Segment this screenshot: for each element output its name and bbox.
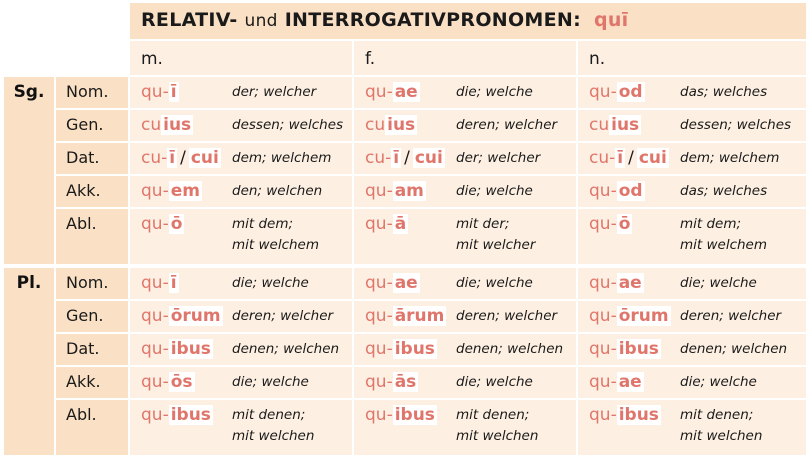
translation-line: deren; welcher (456, 117, 558, 133)
translation-line: die; welche (456, 84, 533, 100)
form-cell (130, 77, 352, 108)
form-cell (130, 334, 352, 365)
ending: ae (394, 273, 418, 293)
ending: ī (393, 148, 400, 168)
stem: cu (141, 115, 162, 135)
translation (232, 115, 343, 136)
latin-form (141, 403, 213, 427)
translation (232, 405, 314, 447)
translation-line: mit dem; (232, 216, 294, 232)
ending: ibus (618, 339, 659, 359)
stem: qu- (365, 339, 393, 359)
translation-line: dessen; welches (232, 117, 344, 133)
ending: od (618, 181, 643, 201)
latin-form (365, 271, 420, 295)
stem: cu- (141, 148, 168, 168)
translation (232, 181, 322, 202)
stem: qu- (141, 214, 169, 234)
latin-form (589, 304, 671, 328)
translation (232, 214, 319, 256)
latin-form (589, 271, 644, 295)
latin-form (365, 113, 417, 137)
translation (456, 148, 540, 169)
ending: em (170, 181, 200, 201)
translation (232, 372, 309, 393)
latin-form (141, 113, 193, 137)
form-cell (578, 143, 806, 174)
translation-line: die; welche (456, 183, 533, 199)
translation-line: die; welche (680, 275, 757, 291)
translation (680, 273, 757, 294)
form-cell (578, 176, 806, 207)
separator-slash: / (404, 148, 410, 168)
translation-line: der; welcher (456, 150, 541, 166)
latin-form (365, 80, 420, 104)
translation (456, 181, 533, 202)
translation-line: dem; welchem (680, 150, 780, 166)
ending: ī (617, 148, 624, 168)
translation (680, 214, 767, 256)
title-main: RELATIV- (141, 9, 238, 31)
form-cell (130, 110, 352, 141)
translation-line: dessen; welches (680, 117, 792, 133)
form-cell (130, 176, 352, 207)
stem: qu- (365, 82, 393, 102)
form-cell (578, 400, 806, 455)
latin-form (365, 370, 418, 394)
latin-form (589, 337, 661, 361)
translation (456, 339, 563, 360)
case-label: Dat. (56, 334, 128, 365)
translation (232, 273, 309, 294)
translation-line: denen; welchen (232, 341, 340, 357)
ending: ī (170, 82, 177, 102)
form-cell (130, 268, 352, 299)
stem: qu- (589, 181, 617, 201)
latin-form (589, 146, 669, 170)
stem: cu (365, 115, 386, 135)
stem: qu- (365, 372, 393, 392)
ending: ius (163, 115, 192, 135)
form-cell (130, 209, 352, 264)
case-label: Akk. (56, 367, 128, 398)
gender-header-feminine: f. (354, 41, 576, 75)
translation (680, 339, 787, 360)
translation-line: mit welchen (680, 428, 763, 444)
stem: qu- (141, 306, 169, 326)
ending: ibus (170, 405, 211, 425)
form-cell (354, 176, 576, 207)
translation (456, 372, 533, 393)
stem: qu- (589, 339, 617, 359)
translation (456, 306, 557, 327)
stem: qu- (365, 181, 393, 201)
ending: ōrum (170, 306, 221, 326)
stem: qu- (141, 181, 169, 201)
translation (456, 82, 533, 103)
latin-form (589, 80, 645, 104)
case-label: Gen. (56, 301, 128, 332)
title-und: und (244, 11, 278, 31)
translation-line: mit denen; (680, 407, 754, 423)
stem: qu- (141, 372, 169, 392)
form-cell (354, 334, 576, 365)
translation (680, 82, 767, 103)
translation (456, 273, 533, 294)
form-cell (354, 367, 576, 398)
latin-form (141, 304, 223, 328)
stem: qu- (589, 405, 617, 425)
translation-line: der; welcher (232, 84, 317, 100)
gender-header-neuter: n. (578, 41, 806, 75)
ending: ibus (394, 339, 435, 359)
case-label: Abl. (56, 400, 128, 455)
stem: qu- (141, 82, 169, 102)
translation (232, 148, 331, 169)
form-cell (354, 110, 576, 141)
stem: qu- (589, 273, 617, 293)
stem: qu- (365, 273, 393, 293)
ending: ā (394, 214, 407, 234)
latin-form (589, 403, 661, 427)
separator-slash: / (180, 148, 186, 168)
alt-form: cui (190, 148, 219, 168)
latin-form (141, 80, 179, 104)
form-cell (578, 334, 806, 365)
ending: am (394, 181, 424, 201)
latin-form (141, 146, 221, 170)
stem: qu- (365, 405, 393, 425)
form-cell (578, 367, 806, 398)
case-label: Abl. (56, 209, 128, 264)
translation-line: das; welches (680, 183, 768, 199)
translation (232, 82, 316, 103)
form-cell (578, 268, 806, 299)
latin-form (141, 337, 213, 361)
stem: qu- (589, 214, 617, 234)
form-cell (354, 77, 576, 108)
translation-line: die; welche (456, 374, 533, 390)
translation-line: die; welche (232, 374, 309, 390)
stem: qu- (365, 214, 393, 234)
translation-line: mit der; (456, 216, 510, 232)
stem: qu- (589, 82, 617, 102)
alt-form: cui (414, 148, 443, 168)
ending: ibus (394, 405, 435, 425)
stem: qu- (141, 273, 169, 293)
ending: ōrum (618, 306, 669, 326)
title-rest: INTERROGATIVPRONOMEN: (284, 9, 582, 31)
latin-form (141, 370, 195, 394)
translation (680, 372, 757, 393)
ending: ō (618, 214, 631, 234)
translation-line: das; welches (680, 84, 768, 100)
number-label: Sg. (4, 77, 54, 264)
ending: ae (618, 273, 642, 293)
form-cell (578, 110, 806, 141)
ending: ibus (618, 405, 659, 425)
number-label: Pl. (4, 268, 54, 455)
translation (232, 339, 339, 360)
translation (232, 306, 333, 327)
alt-form: cui (638, 148, 667, 168)
translation-line: mit welchem (232, 237, 320, 253)
stem: qu- (141, 405, 169, 425)
latin-form (589, 113, 641, 137)
translation (456, 115, 557, 136)
translation-line: mit dem; (680, 216, 742, 232)
form-cell (354, 301, 576, 332)
translation-line: mit welchen (232, 428, 315, 444)
ending: ae (618, 372, 642, 392)
separator-slash: / (628, 148, 634, 168)
translation-line: mit denen; (456, 407, 530, 423)
translation-line: deren; welcher (456, 308, 558, 324)
ending: ō (170, 214, 183, 234)
translation-line: mit denen; (232, 407, 306, 423)
case-label: Gen. (56, 110, 128, 141)
translation (680, 306, 781, 327)
stem: cu- (365, 148, 392, 168)
latin-form (141, 271, 179, 295)
ending: ius (387, 115, 416, 135)
stem: qu- (589, 306, 617, 326)
case-label: Nom. (56, 77, 128, 108)
stem: qu- (141, 339, 169, 359)
latin-form (365, 304, 446, 328)
translation-line: denen; welchen (456, 341, 564, 357)
case-label: Akk. (56, 176, 128, 207)
latin-form (365, 179, 426, 203)
stem: qu- (365, 306, 393, 326)
stem: cu (589, 115, 610, 135)
translation (456, 214, 535, 256)
ending: od (618, 82, 643, 102)
ending: ius (611, 115, 640, 135)
latin-form (365, 337, 437, 361)
form-cell (130, 143, 352, 174)
form-cell (354, 143, 576, 174)
latin-form (589, 212, 632, 236)
case-label: Nom. (56, 268, 128, 299)
latin-form (365, 403, 437, 427)
translation (680, 148, 779, 169)
latin-form (589, 179, 645, 203)
translation (680, 115, 791, 136)
translation-line: die; welche (456, 275, 533, 291)
translation-line: mit welchem (680, 237, 768, 253)
ending: ās (394, 372, 417, 392)
latin-form (365, 212, 408, 236)
ending: ārum (394, 306, 445, 326)
translation-line: die; welche (680, 374, 757, 390)
case-label: Dat. (56, 143, 128, 174)
latin-form (365, 146, 445, 170)
form-cell (130, 301, 352, 332)
latin-form (141, 212, 184, 236)
table-title (130, 3, 806, 39)
translation-line: den; welchen (232, 183, 323, 199)
translation (680, 181, 767, 202)
ending: ōs (170, 372, 193, 392)
latin-form (141, 179, 202, 203)
gender-header-masculine: m. (130, 41, 352, 75)
stem: qu- (589, 372, 617, 392)
translation (680, 405, 762, 447)
form-cell (130, 400, 352, 455)
translation-line: deren; welcher (232, 308, 334, 324)
ending: ae (394, 82, 418, 102)
ending: ī (169, 148, 176, 168)
form-cell (130, 367, 352, 398)
form-cell (578, 209, 806, 264)
form-cell (354, 209, 576, 264)
title-lemma: quī (593, 9, 629, 31)
translation-line: mit welcher (456, 237, 536, 253)
translation-line: die; welche (232, 275, 309, 291)
translation-line: dem; welchem (232, 150, 332, 166)
ending: ī (170, 273, 177, 293)
form-cell (354, 268, 576, 299)
form-cell (578, 301, 806, 332)
ending: ibus (170, 339, 211, 359)
translation-line: mit welchen (456, 428, 539, 444)
form-cell (578, 77, 806, 108)
translation-line: deren; welcher (680, 308, 782, 324)
form-cell (354, 400, 576, 455)
stem: cu- (589, 148, 616, 168)
translation (456, 405, 538, 447)
latin-form (589, 370, 644, 394)
translation-line: denen; welchen (680, 341, 788, 357)
